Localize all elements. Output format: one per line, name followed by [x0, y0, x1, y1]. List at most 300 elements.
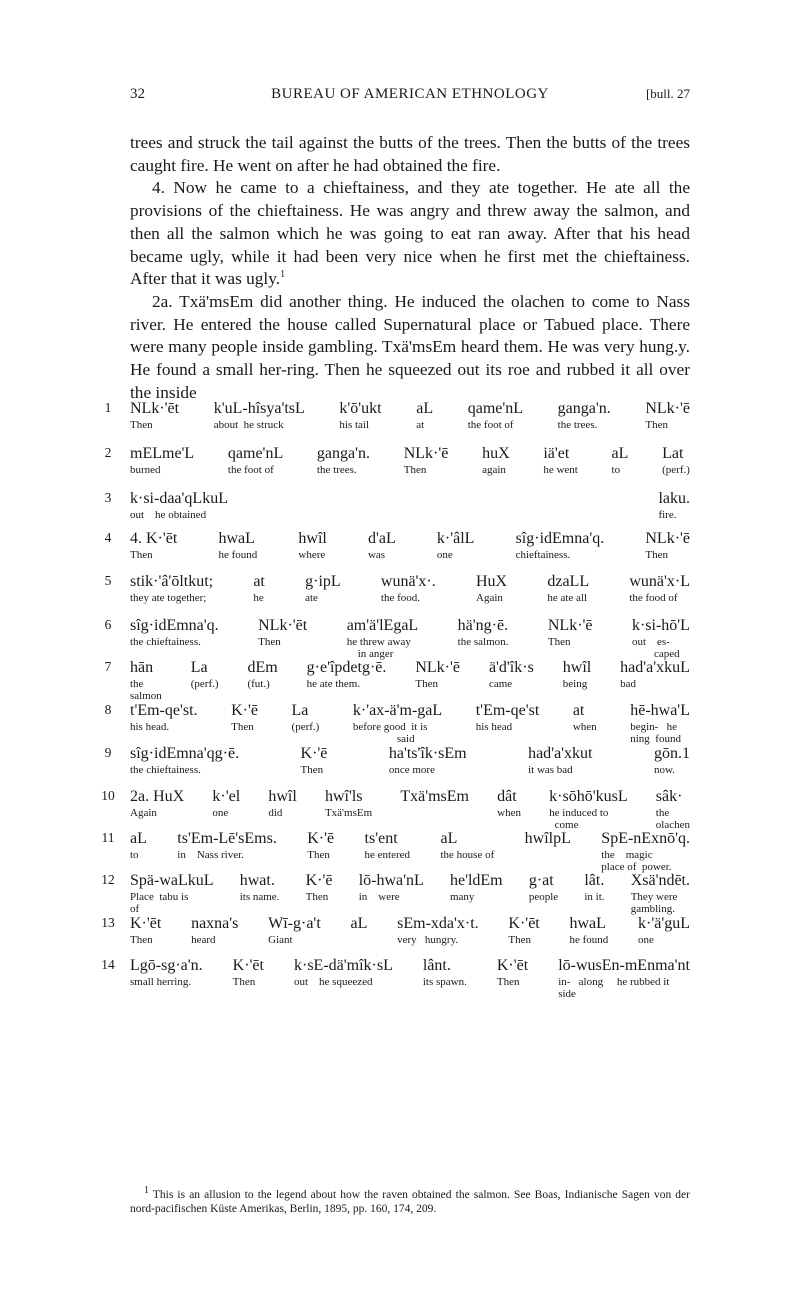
interlinear-line — [101, 830, 690, 873]
english-gloss: Then — [645, 549, 668, 561]
native-word: g·e'îpdetg·ē. — [306, 659, 387, 676]
english-gloss: the salmon. — [457, 636, 509, 648]
native-word: hwat. — [239, 872, 275, 889]
english-gloss: was — [367, 549, 386, 561]
native-word: iä'et — [543, 445, 570, 462]
english-gloss: he found — [218, 549, 258, 561]
interlinear-line — [104, 702, 690, 745]
english-gloss: ate — [305, 592, 318, 604]
interlinear-line — [104, 745, 690, 776]
native-word: mELme'L — [130, 445, 195, 462]
english-gloss: now. — [653, 764, 675, 776]
native-word: wunä'x·L — [629, 573, 690, 590]
native-word: dzaLL — [547, 573, 590, 590]
word-gloss-pair — [662, 445, 690, 476]
word-gloss-pair — [258, 617, 307, 648]
english-gloss: chieftainess. — [515, 549, 571, 561]
native-word: k·sōhō'kusL — [549, 788, 628, 805]
native-word: HuX — [476, 573, 508, 590]
native-word: lânt. — [422, 957, 451, 974]
english-gloss: (perf.) — [662, 464, 690, 476]
native-word: K·'ēt — [496, 957, 529, 974]
native-word: sîg·idEmna'qg·ē. — [130, 745, 240, 762]
word-gloss-pair — [381, 573, 436, 604]
line-number: 13 — [101, 915, 115, 930]
native-word: lât. — [584, 872, 605, 889]
english-gloss: Then — [415, 678, 438, 690]
english-gloss: (perf.) — [190, 678, 219, 690]
native-word: t'Em-qe'st — [475, 702, 540, 719]
english-gloss: he entered — [364, 849, 411, 861]
word-gloss-pair — [247, 659, 277, 690]
native-word: aL — [130, 830, 147, 847]
line-number: 3 — [104, 490, 112, 505]
english-gloss: in were — [358, 891, 400, 903]
footnote-ref: 1 — [280, 269, 286, 281]
word-gloss-pair — [298, 530, 326, 561]
native-word: at — [253, 573, 265, 590]
word-gloss-pair — [212, 788, 240, 819]
english-gloss: the olachen — [655, 807, 690, 831]
translation-text — [130, 132, 690, 404]
native-word: hān — [130, 659, 154, 676]
word-gloss-pair — [233, 957, 264, 988]
native-word: sîg·idEmna'q. — [130, 617, 219, 634]
native-word: k·'el — [212, 788, 241, 805]
native-word: g·ipL — [305, 573, 341, 590]
english-gloss: the food. — [380, 592, 420, 604]
english-gloss: people — [528, 891, 559, 903]
word-gloss-pair — [497, 957, 528, 988]
native-word: laku. — [658, 490, 690, 507]
native-word: NLk·'ēt — [258, 617, 308, 634]
native-word: hwî'ls — [324, 788, 363, 805]
native-word: ä'd'îk·s — [488, 659, 534, 676]
word-gloss-pair — [191, 915, 238, 946]
native-word: aL — [416, 400, 434, 417]
english-gloss: Then — [496, 976, 520, 988]
word-gloss-pair — [437, 530, 475, 561]
english-gloss: it was bad — [528, 764, 573, 776]
interlinear-line — [104, 659, 690, 702]
english-gloss: the chieftainess. — [130, 764, 201, 776]
english-gloss: bad — [620, 678, 637, 690]
line-number: 9 — [104, 745, 112, 760]
native-word: naxna's — [191, 915, 239, 932]
english-gloss: the house of — [440, 849, 495, 861]
word-gloss-pair — [130, 400, 179, 431]
native-word: ganga'n. — [316, 445, 371, 462]
native-word: NLk·'ē — [547, 617, 593, 634]
english-gloss: he — [253, 592, 264, 604]
word-gloss-pair — [612, 445, 629, 476]
native-word: K·'ēt — [232, 957, 264, 974]
word-gloss-pair — [497, 788, 521, 819]
native-word: NLk·'ē — [645, 530, 690, 547]
english-gloss: he went — [543, 464, 578, 476]
english-gloss: the food of — [629, 592, 678, 604]
english-gloss: (perf.) — [291, 721, 320, 733]
native-word: Txä'msEm — [400, 788, 469, 805]
running-header — [130, 86, 690, 106]
english-gloss: Then — [232, 976, 256, 988]
word-gloss-pair — [416, 400, 433, 431]
english-gloss: the salmon — [130, 678, 162, 702]
interlinear-line — [101, 957, 690, 1000]
word-gloss-pair — [558, 957, 690, 1000]
word-gloss-pair — [240, 872, 280, 903]
word-gloss-pair — [347, 617, 419, 660]
word-gloss-pair — [415, 659, 460, 690]
english-gloss: Giant — [268, 934, 293, 946]
word-gloss-pair — [458, 617, 509, 648]
native-word: hē-hwa'L — [630, 702, 690, 719]
native-word: SpE-nExnō'q. — [601, 830, 690, 847]
word-gloss-pair — [638, 915, 690, 946]
native-word: gōn.1 — [653, 745, 690, 762]
native-word: lō-hwa'nL — [358, 872, 424, 889]
native-word: huX — [482, 445, 510, 462]
english-gloss: the magic place of power. — [601, 849, 672, 873]
english-gloss: Then — [130, 549, 153, 561]
native-word: hwîl — [562, 659, 592, 676]
line-number: 5 — [104, 573, 112, 588]
english-gloss: once more — [388, 764, 435, 776]
english-gloss: Then — [403, 464, 427, 476]
native-word: t'Em-qe'st. — [130, 702, 198, 719]
english-gloss: in it. — [584, 891, 605, 903]
word-gloss-pair — [218, 530, 257, 561]
interlinear-line — [104, 445, 690, 476]
english-gloss: its name. — [239, 891, 280, 903]
native-word: K·'ē — [305, 872, 333, 889]
native-word: ts'ent — [364, 830, 398, 847]
interlinear-line — [104, 530, 690, 561]
word-gloss-pair — [548, 617, 593, 648]
native-word: Lgō-sg·a'n. — [130, 957, 203, 974]
english-gloss: he found — [569, 934, 609, 946]
native-word: wunä'x·. — [380, 573, 436, 590]
native-word: Lat — [662, 445, 684, 462]
english-gloss: very hungry. — [397, 934, 459, 946]
word-gloss-pair — [476, 573, 507, 604]
native-word: 2a. HuX — [130, 788, 185, 805]
english-gloss: Then — [130, 419, 153, 431]
native-word: K·'ēt — [508, 915, 540, 932]
word-gloss-pair — [620, 659, 690, 690]
word-gloss-pair — [645, 400, 690, 431]
native-word: K·'ē — [231, 702, 258, 719]
line-number: 10 — [101, 788, 115, 803]
word-gloss-pair — [306, 872, 333, 903]
word-gloss-pair — [569, 915, 608, 946]
word-gloss-pair — [294, 957, 393, 988]
native-word: sîg·idEmna'q. — [515, 530, 605, 547]
english-gloss: Then — [305, 891, 329, 903]
word-gloss-pair — [351, 915, 368, 934]
native-word: aL — [611, 445, 629, 462]
word-gloss-pair — [468, 400, 523, 431]
word-gloss-pair — [658, 490, 690, 521]
line-number: 11 — [101, 830, 115, 845]
native-word: stik·'â'ōltkut; — [130, 573, 214, 590]
english-gloss: out he squeezed — [293, 976, 373, 988]
line-number: 4 — [104, 530, 112, 545]
english-gloss: being — [562, 678, 588, 690]
english-gloss: came — [488, 678, 513, 690]
native-word: had'a'xkuL — [620, 659, 690, 676]
native-word: K·'ē — [300, 745, 328, 762]
word-gloss-pair — [317, 445, 370, 476]
english-gloss: Then — [300, 764, 324, 776]
english-gloss: Then — [508, 934, 532, 946]
english-gloss: his tail — [339, 419, 370, 431]
native-word: Spä-waLkuL — [130, 872, 214, 889]
english-gloss: the chieftainess. — [130, 636, 201, 648]
line-number: 1 — [104, 400, 112, 415]
word-gloss-pair — [476, 702, 540, 733]
interlinear-line — [104, 617, 690, 660]
native-word: K·'ē — [307, 830, 335, 847]
native-word: dât — [497, 788, 517, 805]
native-word: k·'ä'guL — [638, 915, 690, 932]
word-gloss-pair — [130, 745, 239, 776]
word-gloss-pair — [654, 745, 690, 776]
word-gloss-pair — [130, 490, 228, 521]
bulletin-number: [bull. 27 — [645, 86, 690, 101]
english-gloss: he induced to come — [549, 807, 609, 831]
word-gloss-pair — [489, 659, 534, 690]
native-word: 4. K·'ēt — [130, 530, 178, 547]
native-word: aL — [350, 915, 368, 932]
native-word: dEm — [247, 659, 278, 676]
prose-paragraph-2: 4. Now he came to a chieftainess, and they ate together. He ate all the provisions of the chieftainess. He was angry and threw away the salmon, and then all the salmon which he was going to eat ran away. After that his head became ugly, while it had been very nice when he first met the chieftainess. After that it was ugly.$^1$ — [130, 178, 690, 289]
native-word: hwîlpL — [524, 830, 571, 847]
native-word: qame'nL — [227, 445, 284, 462]
word-gloss-pair — [130, 957, 203, 988]
word-gloss-pair — [397, 915, 479, 946]
word-gloss-pair — [130, 702, 198, 733]
english-gloss: he ate them. — [306, 678, 361, 690]
word-gloss-pair — [268, 788, 296, 819]
word-gloss-pair — [191, 659, 219, 690]
english-gloss: when — [497, 807, 521, 819]
word-gloss-pair — [508, 915, 539, 946]
prose-paragraph-3: 2a. Txä'msEm did another thing. He induced the olachen to come to Nass river. He entered the house called Supernatural place or Tabued place. There were many people inside gambling. Txä'msEm heard them. He was very hung.y. He found a small her-ring. Then he squeezed out its roe and rubbed it all over the inside — [130, 291, 690, 402]
english-gloss: the foot of — [467, 419, 514, 431]
native-word: k'uL-hîsya'tsL — [213, 400, 305, 417]
word-gloss-pair — [549, 788, 627, 831]
native-word: lō-wusEn-mEnma'nt — [558, 957, 690, 974]
word-gloss-pair — [558, 400, 611, 431]
native-word: La — [190, 659, 208, 676]
line-number: 6 — [104, 617, 112, 632]
english-gloss: one — [638, 934, 654, 946]
english-gloss: he ate all — [547, 592, 588, 604]
native-word: sEm-xda'x·t. — [397, 915, 479, 932]
word-gloss-pair — [130, 915, 161, 946]
native-word: aL — [440, 830, 458, 847]
english-gloss: to — [611, 464, 621, 476]
english-gloss: one — [436, 549, 453, 561]
native-word: NLk·'ē — [645, 400, 690, 417]
line-number: 2 — [104, 445, 112, 460]
word-gloss-pair — [359, 872, 424, 903]
native-word: at — [572, 702, 585, 719]
word-gloss-pair — [307, 659, 387, 690]
native-word: Xsä'ndēt. — [630, 872, 690, 889]
native-word: k·si-daa'qLkuL — [130, 490, 228, 507]
native-word: K·'ēt — [130, 915, 162, 932]
native-word: k·sE-dä'mîk·sL — [293, 957, 393, 974]
english-gloss: many — [449, 891, 475, 903]
word-gloss-pair — [130, 530, 177, 561]
native-word: k·'âlL — [436, 530, 475, 547]
word-gloss-pair — [630, 702, 690, 745]
word-gloss-pair — [305, 573, 341, 604]
word-gloss-pair — [543, 445, 578, 476]
english-gloss: in Nass river. — [177, 849, 244, 861]
word-gloss-pair — [130, 617, 219, 648]
page-number: 32 — [130, 86, 145, 102]
running-title: BUREAU OF AMERICAN ETHNOLOGY — [271, 86, 549, 102]
native-word: k·'ax-ä'm-gaL — [352, 702, 443, 719]
word-gloss-pair — [584, 872, 604, 903]
native-word: hwaL — [218, 530, 255, 547]
native-word: ha'ts'îk·sEm — [388, 745, 467, 762]
native-word: k'ō'ukt — [339, 400, 382, 417]
english-gloss: small herring. — [130, 976, 192, 988]
english-gloss: heard — [191, 934, 216, 946]
word-gloss-pair — [365, 830, 411, 861]
english-gloss: to — [130, 849, 139, 861]
word-gloss-pair — [268, 915, 321, 946]
word-gloss-pair — [339, 400, 381, 431]
native-word: sâk· — [655, 788, 683, 805]
english-gloss: the trees. — [316, 464, 357, 476]
english-gloss: in- along he rubbed it side — [558, 976, 670, 1000]
word-gloss-pair — [325, 788, 372, 819]
english-gloss: the foot of — [227, 464, 274, 476]
native-word: k·si-hō'L — [631, 617, 690, 634]
native-word: NLk·'ēt — [130, 400, 180, 417]
native-word: hä'ng·ē. — [457, 617, 509, 634]
native-word: NLk·'ē — [415, 659, 460, 676]
word-gloss-pair — [440, 830, 494, 861]
native-word: La — [291, 702, 309, 719]
english-gloss: Again — [476, 592, 503, 604]
english-gloss: his head. — [130, 721, 170, 733]
native-word: am'ä'lEgaL — [346, 617, 419, 634]
word-gloss-pair — [130, 788, 184, 819]
word-gloss-pair — [130, 573, 213, 604]
native-word: ganga'n. — [557, 400, 611, 417]
word-gloss-pair — [482, 445, 510, 476]
word-gloss-pair — [528, 745, 592, 776]
english-gloss: did — [268, 807, 283, 819]
interlinear-line — [101, 788, 690, 831]
word-gloss-pair — [253, 573, 265, 604]
english-gloss: Place tabu is of — [130, 891, 189, 915]
native-word: hwaL — [569, 915, 606, 932]
word-gloss-pair — [400, 788, 469, 807]
word-gloss-pair — [177, 830, 277, 861]
native-word: he'ldEm — [449, 872, 503, 889]
word-gloss-pair — [632, 617, 690, 660]
native-word: NLk·'ē — [403, 445, 449, 462]
word-gloss-pair — [573, 702, 597, 733]
line-number: 14 — [101, 957, 115, 972]
word-gloss-pair — [629, 573, 690, 604]
word-gloss-pair — [631, 872, 690, 915]
interlinear-line — [104, 400, 690, 431]
word-gloss-pair — [516, 530, 605, 561]
english-gloss: Again — [130, 807, 157, 819]
english-gloss: his head — [475, 721, 513, 733]
english-gloss: They were gambling. — [630, 891, 678, 915]
english-gloss: Then — [130, 934, 153, 946]
english-gloss: he threw away in anger — [346, 636, 411, 660]
native-word: qame'nL — [467, 400, 524, 417]
word-gloss-pair — [547, 573, 589, 604]
interlinear-line — [101, 872, 690, 915]
line-number: 7 — [104, 659, 112, 674]
native-word: ts'Em-Lē'sEms. — [177, 830, 277, 847]
english-gloss: Then — [547, 636, 571, 648]
english-gloss: its spawn. — [422, 976, 467, 988]
interlinear-line — [104, 573, 690, 604]
word-gloss-pair — [645, 530, 690, 561]
english-gloss: at — [416, 419, 425, 431]
native-word: g·at — [528, 872, 554, 889]
english-gloss: fire. — [658, 509, 677, 521]
word-gloss-pair — [130, 830, 147, 861]
english-gloss: out es- caped — [631, 636, 680, 660]
native-word: Wī-g·a't — [268, 915, 321, 932]
english-gloss: Then — [307, 849, 330, 861]
english-gloss: about he struck — [213, 419, 284, 431]
word-gloss-pair — [130, 445, 194, 476]
word-gloss-pair — [563, 659, 591, 690]
native-word: had'a'xkut — [528, 745, 593, 762]
word-gloss-pair — [404, 445, 449, 476]
native-word: d'aL — [367, 530, 396, 547]
footnote-text: This is an allusion to the legend about how the raven obtained the salmon. See Boas, Indianische Sagen von der nord-pacifischen Küste Amerikas, Berlin, 1895, pp. 160, 174, 209. — [130, 1189, 690, 1215]
word-gloss-pair — [301, 745, 328, 776]
english-gloss: Then — [231, 721, 254, 733]
english-gloss: they ate together; — [130, 592, 207, 604]
english-gloss: (fut.) — [247, 678, 270, 690]
footnote-marker: 1 — [144, 1185, 149, 1197]
english-gloss: Txä'msEm — [324, 807, 373, 819]
english-gloss: before good it is said — [352, 721, 428, 745]
english-gloss: again — [482, 464, 506, 476]
interlinear-line — [104, 490, 690, 521]
word-gloss-pair — [450, 872, 503, 903]
word-gloss-pair — [656, 788, 690, 831]
english-gloss: when — [572, 721, 597, 733]
english-gloss: the trees. — [557, 419, 598, 431]
word-gloss-pair — [601, 830, 690, 873]
word-gloss-pair — [368, 530, 396, 561]
native-word: hwîl — [268, 788, 297, 805]
word-gloss-pair — [307, 830, 334, 861]
word-gloss-pair — [389, 745, 467, 776]
english-gloss: Then — [645, 419, 668, 431]
line-number: 12 — [101, 872, 115, 887]
word-gloss-pair — [353, 702, 442, 745]
word-gloss-pair — [130, 659, 162, 702]
